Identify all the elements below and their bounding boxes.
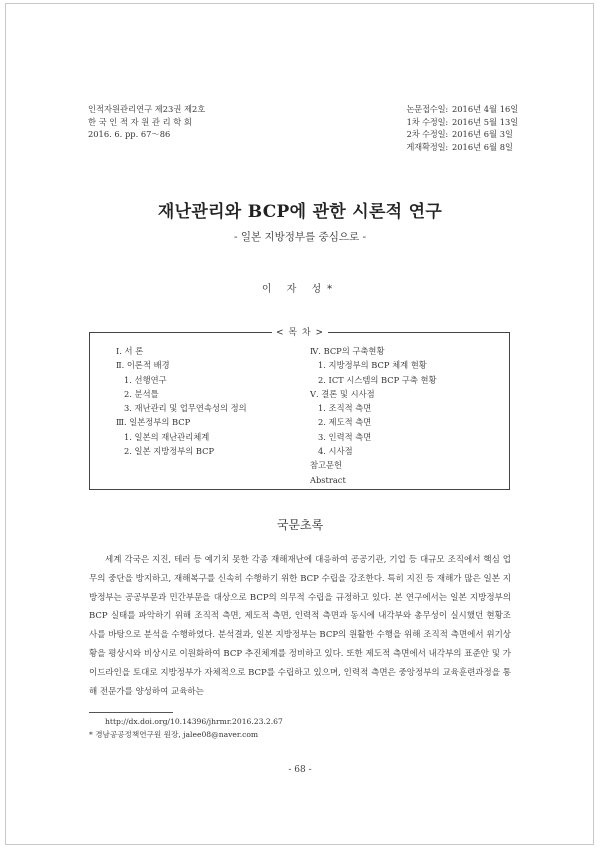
toc-subsection: 3. 인력적 측면 — [318, 431, 372, 442]
paper-title: 재난관리와 BCP에 관한 시론적 연구 — [157, 202, 443, 222]
toc-subsection: 1. 일본의 재난관리체계 — [124, 431, 210, 442]
date-row-revision-1 — [392, 116, 518, 129]
toc-subsection: 2. 분석틀 — [124, 388, 159, 399]
journal-name: 인적자원관리연구 제23권 제2호 — [88, 104, 206, 114]
toc-subsection: 2. 제도적 측면 — [318, 417, 372, 428]
date-row-received — [392, 103, 518, 116]
toc-section: Ⅳ. BCP의 구축현황 — [310, 346, 385, 356]
author-footnote: * 경남공공정책연구원 원장, jalee08@naver.com — [89, 730, 259, 739]
toc-subsection: 1. 선행연구 — [124, 374, 167, 385]
society-name: 한 국 인 적 자 원 관 리 학 회 — [88, 116, 192, 127]
issue-pages: 2016. 6. pp. 67～86 — [88, 129, 171, 140]
toc-left-column — [116, 344, 247, 458]
date-value: 2016년 5월 13일 — [452, 116, 519, 127]
toc-section: Abstract — [310, 474, 346, 485]
date-label: 게재확정일: — [406, 141, 448, 152]
toc-section: Ⅱ. 이론적 배경 — [116, 360, 170, 371]
toc-subsection: 3. 재난관리 및 업무연속성의 정의 — [124, 403, 247, 414]
journal-info — [88, 103, 205, 141]
toc-subsection: 1. 지방정부의 BCP 체계 현황 — [318, 360, 427, 371]
abstract-body — [89, 551, 511, 701]
footnote-rule — [89, 712, 173, 713]
date-row-revision-2 — [392, 128, 518, 141]
toc-section: 참고문헌 — [310, 460, 343, 471]
page-number: - 68 - — [288, 765, 312, 775]
paper-subtitle: - 일본 지방정부를 중심으로 - — [233, 231, 367, 243]
date-row-accepted — [392, 141, 518, 154]
date-value: 2016년 6월 3일 — [452, 129, 513, 140]
author-name: 이 자 성* — [261, 284, 339, 295]
footnotes — [89, 715, 283, 741]
toc-subsection: 2. 일본 지방정부의 BCP — [124, 446, 215, 457]
abstract-heading: 국문초록 — [276, 518, 324, 532]
toc-subsection: 2. ICT 시스템의 BCP 구축 현황 — [318, 374, 437, 385]
toc-heading: < 목 차 > — [272, 328, 328, 338]
toc-right-column — [310, 344, 437, 487]
date-value: 2016년 6월 8일 — [452, 141, 513, 152]
date-value: 2016년 4월 16일 — [452, 104, 519, 114]
date-label: 1차 수정일: — [406, 116, 448, 127]
date-label: 2차 수정일: — [406, 129, 448, 140]
toc-section: Ⅴ. 결론 및 시사점 — [310, 388, 375, 399]
submission-dates — [392, 103, 518, 153]
date-label: 논문접수일: — [406, 104, 448, 114]
abstract-paragraph: 세계 각국은 지진, 테러 등 예기치 못한 각종 재해재난에 대응하여 공공기관, 기업 등 대규모 조직에서 핵심 업무의 중단을 방지하고, 재해복구를 신속히 수행하기 위한 BCP 수립을 강조한다. 특히 지진 등 재해가 많은 일본 지방정부는 공공부문과 민간부문을 대상으로 BCP의 의무적 수립을 규정하고 있다. 본 연구에서는 일본 지방정부의 BCP 실태를 파악하기 위해 조직적 측면, 제도적 측면, 인력적 측면과 동시에 내각부와 총무성이 실시했던 현황조사를 바탕으로 분석을 수행하였다. 분석결과, 일본 지방정부는 BCP의 원활한 수행을 위해 조직적 측면에서 위기상황을 평상시와 비상시로 이원화하여 BCP 추진체계를 정비하고 있다. 또한 제도적 측면에서 내각부의 표준안 및 가이드라인을 토대로 지방정부가 자체적으로 BCP를 수립하고 있으며, 인력적 측면은 중앙정부의 교육훈련과정을 통해 전문가를 양성하여 교육하는 — [89, 555, 511, 697]
doi-link[interactable]: http://dx.doi.org/10.14396/jhrmr.2016.23.2.67 — [105, 717, 283, 726]
toc-heading-wrap — [0, 325, 600, 338]
toc-subsection: 1. 조직적 측면 — [318, 403, 372, 414]
toc-section: Ⅲ. 일본정부의 BCP — [116, 417, 191, 428]
toc-section: Ⅰ. 서 론 — [116, 346, 144, 356]
toc-subsection: 4. 시사점 — [318, 446, 353, 457]
